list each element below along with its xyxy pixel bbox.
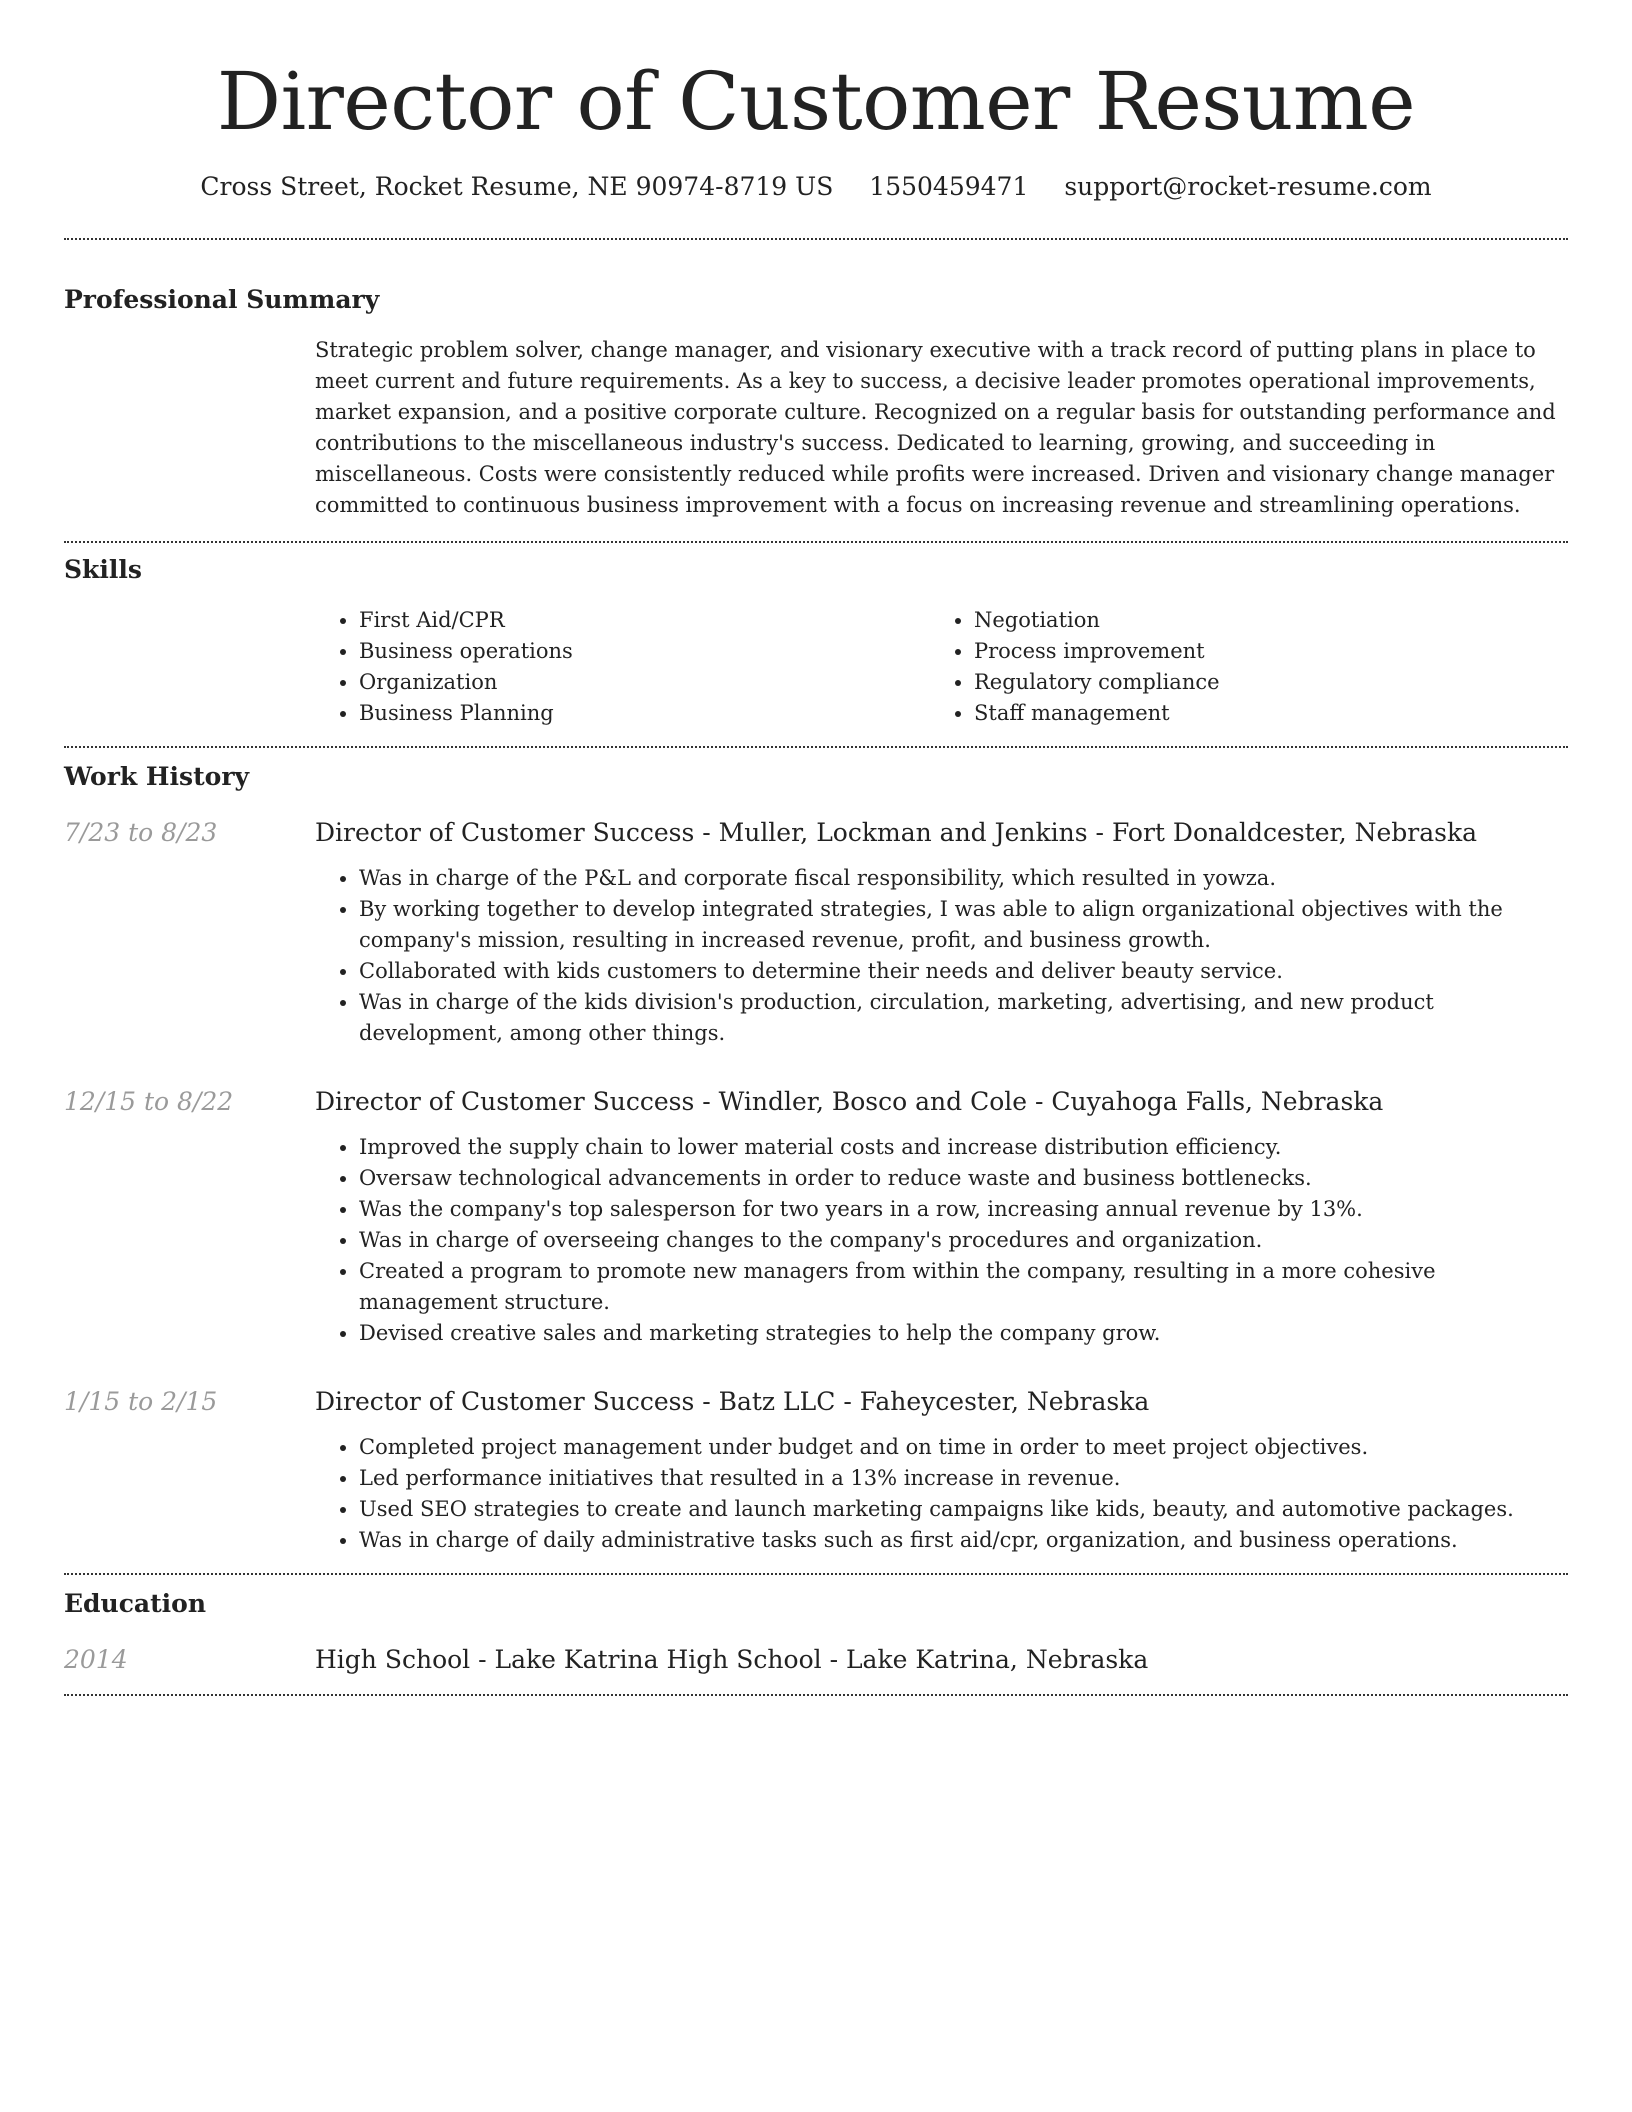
job-dates: 12/15 to 8/22 [64,1087,234,1116]
skills-heading: Skills [64,555,142,584]
skills-grid [315,605,1568,729]
skills-column-right [930,605,1545,729]
summary-section [64,240,1568,521]
contact-address: Cross Street, Rocket Resume, NE 90974-8719 US [200,172,834,201]
job-bullet: • Collaborated with kids customers to determine their needs and deliver beauty service. [359,956,1568,987]
job-bullet: • Devised creative sales and marketing strategies to help the company grow. [359,1318,1568,1349]
skills-list-left [315,605,930,729]
job-entry [64,816,1568,1049]
work-history-heading: Work History [64,762,250,791]
education-entry [64,1643,1568,1677]
job-entry [64,1385,1568,1556]
job-header [64,816,1568,850]
contact-line [64,170,1568,204]
job-bullet: • Was the company's top salesperson for two years in a row, increasing annual revenue by 13%. [359,1194,1568,1225]
skill-item: • Business Planning [359,698,930,729]
skills-list-right [930,605,1545,729]
job-dates: 7/23 to 8/23 [64,818,218,847]
job-bullet: • Was in charge of the P&L and corporate fiscal responsibility, which resulted in yowza. [359,863,1568,894]
skill-item: • Organization [359,667,930,698]
education-section [64,1575,1568,1677]
job-bullets [315,1432,1568,1556]
job-bullet: • Created a program to promote new managers from within the company, resulting in a more cohesive management structure. [359,1256,1568,1318]
job-dates: 1/15 to 2/15 [64,1387,218,1416]
skills-section [64,543,1568,729]
job-bullet: • Oversaw technological advancements in order to reduce waste and business bottlenecks. [359,1163,1568,1194]
job-header [64,1385,1568,1419]
job-title: Director of Customer Success - Batz LLC - Faheycester, Nebraska [315,1387,1150,1416]
summary-text: Strategic problem solver, change manager, and visionary executive with a track record of putting plans in place to meet current and future requirements. As a key to success, a decisive leader promotes operational improvements, market expansion, and a positive corporate culture. Recognized on a regular basis for outstanding performance and contributions to the miscellaneous industry's success. Dedicated to learning, growing, and succeeding in miscellaneous. Costs were consistently reduced while profits were increased. Driven and visionary change manager committed to continuous business improvement with a focus on increasing revenue and streamlining operations. [315,338,1556,517]
job-bullet: • Improved the supply chain to lower material costs and increase distribution efficiency. [359,1132,1568,1163]
job-title: Director of Customer Success - Windler, Bosco and Cole - Cuyahoga Falls, Nebraska [315,1087,1384,1116]
skill-item: • Regulatory compliance [974,667,1545,698]
contact-phone: 1550459471 [869,172,1029,201]
job-bullet: • Was in charge of daily administrative tasks such as first aid/cpr, organization, and business operations. [359,1525,1568,1556]
resume-page [64,0,1568,1696]
education-title: High School - Lake Katrina High School - Lake Katrina, Nebraska [315,1645,1149,1674]
job-title: Director of Customer Success - Muller, Lockman and Jenkins - Fort Donaldcester, Nebraska [315,818,1477,847]
contact-email: support@rocket-resume.com [1064,172,1432,201]
job-bullet: • Completed project management under budget and on time in order to meet project objectives. [359,1432,1568,1463]
job-bullet: • Was in charge of the kids division's production, circulation, marketing, advertising, and new product development, among other things. [359,987,1568,1049]
skill-item: • Staff management [974,698,1545,729]
job-entry [64,1085,1568,1349]
education-year: 2014 [64,1645,128,1674]
job-bullet: • Used SEO strategies to create and launch marketing campaigns like kids, beauty, and automotive packages. [359,1494,1568,1525]
section-divider [64,1694,1568,1696]
job-bullets [315,863,1568,1049]
skill-item: • Negotiation [974,605,1545,636]
skills-column-left [315,605,930,729]
job-header [64,1085,1568,1119]
education-heading: Education [64,1589,207,1618]
job-bullets [315,1132,1568,1349]
job-bullet: • Led performance initiatives that resulted in a 13% increase in revenue. [359,1463,1568,1494]
resume-title: Director of Customer Resume [216,55,1416,148]
summary-heading: Professional Summary [64,285,380,314]
skill-item: • First Aid/CPR [359,605,930,636]
work-history-section [64,748,1568,1556]
job-bullet: • Was in charge of overseeing changes to the company's procedures and organization. [359,1225,1568,1256]
job-bullet: • By working together to develop integrated strategies, I was able to align organizational objectives with the company's mission, resulting in increased revenue, profit, and business growth. [359,894,1568,956]
skill-item: • Process improvement [974,636,1545,667]
skill-item: • Business operations [359,636,930,667]
